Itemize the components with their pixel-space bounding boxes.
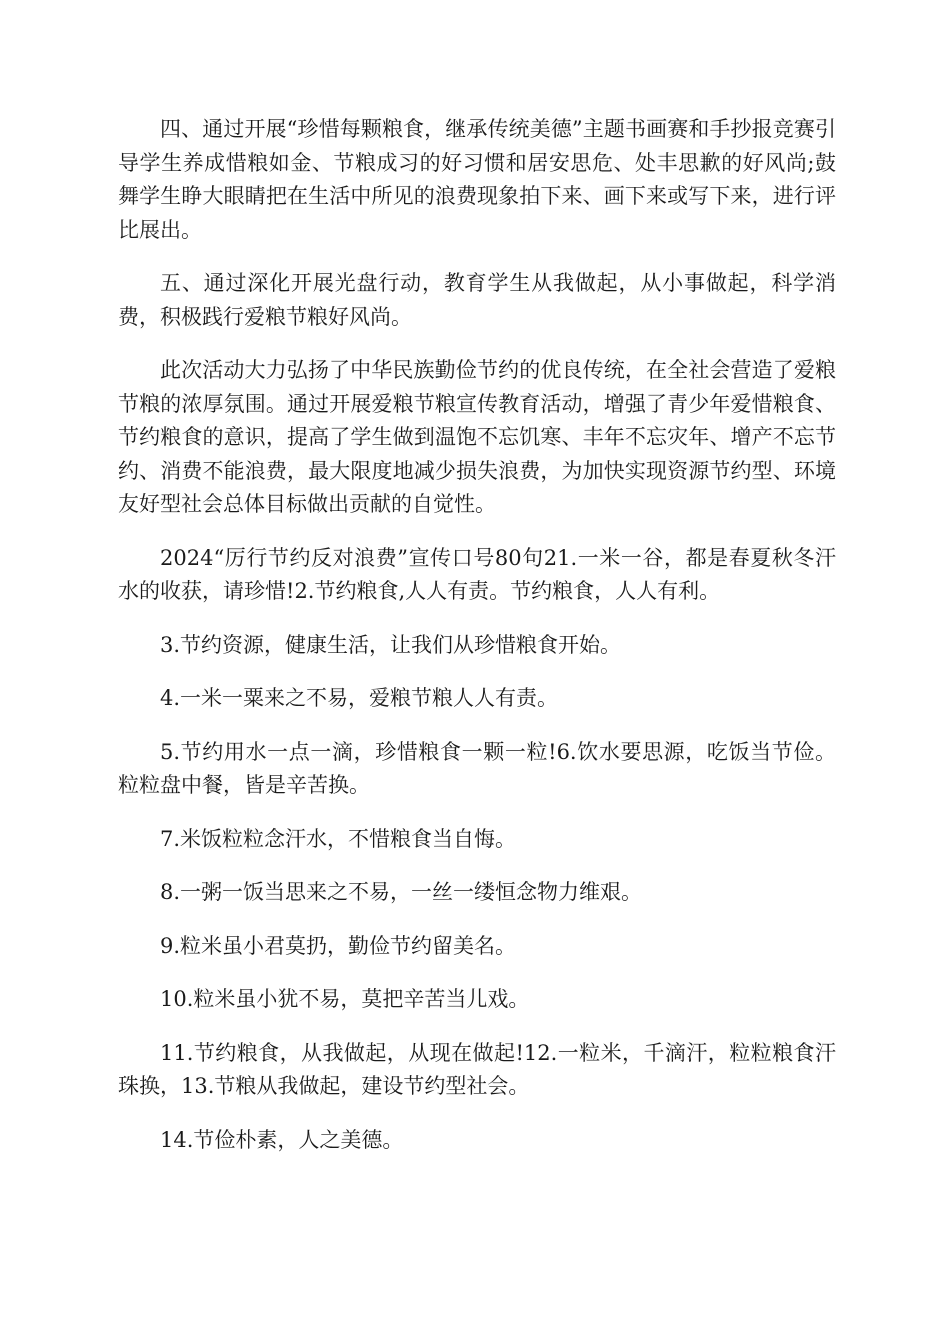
- slogan-item: 4.一米一粟来之不易，爱粮节粮人人有责。: [160, 686, 559, 710]
- slogan-item: 9.粒米虽小君莫扔，勤俭节约留美名。: [160, 933, 517, 958]
- slogan-item: 14.节俭朴素，人之美德。: [160, 1127, 404, 1152]
- slogan-item: 3.节约资源，健康生活，让我们从珍惜粮食开始。: [160, 632, 622, 657]
- paragraph-slogans-intro: 2024“厉行节约反对浪费”宣传口号80句21.一米一谷，都是春夏秋冬汗水的收获，请珍惜!2.节约粮食,人人有责。节约粮食，人人有利。: [118, 545, 836, 603]
- slogan-item: 7.米饭粒粒念汗水，不惜粮食当自悔。: [160, 826, 517, 851]
- paragraph-section-four: 四、通过开展“珍惜每颗粮食，继承传统美德”主题书画赛和手抄报竞赛引导学生养成惜粮如金、节粮成习的好习惯和居安思危、处丰思歉的好风尚;鼓舞学生睁大眼睛把在生活中所见的浪费现象拍下来、画下来或写下来，进行评比展出。: [118, 117, 836, 242]
- slogan-item: 10.粒米虽小犹不易，莫把辛苦当儿戏。: [160, 987, 530, 1011]
- slogan-item: 8.一粥一饭当思来之不易，一丝一缕恒念物力维艰。: [160, 880, 643, 904]
- paragraph-section-five: 五、通过深化开展光盘行动，教育学生从我做起，从小事做起，科学消费，积极践行爱粮节粮好风尚。: [118, 271, 836, 329]
- slogan-item: 5.节约用水一点一滴，珍惜粮食一颗一粒!6.饮水要思源，吃饭当节俭。粒粒盘中餐，皆是辛苦换。: [118, 739, 836, 797]
- slogan-item: 11.节约粮食，从我做起，从现在做起!12.一粒米，千滴汗，粒粒粮食汗珠换，13.节粮从我做起，建设节约型社会。: [118, 1040, 836, 1098]
- paragraph-summary: 此次活动大力弘扬了中华民族勤俭节约的优良传统，在全社会营造了爱粮节粮的浓厚氛围。通过开展爱粮节粮宣传教育活动，增强了青少年爱惜粮食、节约粮食的意识，提高了学生做到温饱不忘饥寒、丰年不忘灾年、增产不忘节约、消费不能浪费，最大限度地减少损失浪费，为加快实现资源节约型、环境友好型社会总体目标做出贡献的自觉性。: [118, 358, 836, 516]
- document-body: [118, 113, 836, 1177]
